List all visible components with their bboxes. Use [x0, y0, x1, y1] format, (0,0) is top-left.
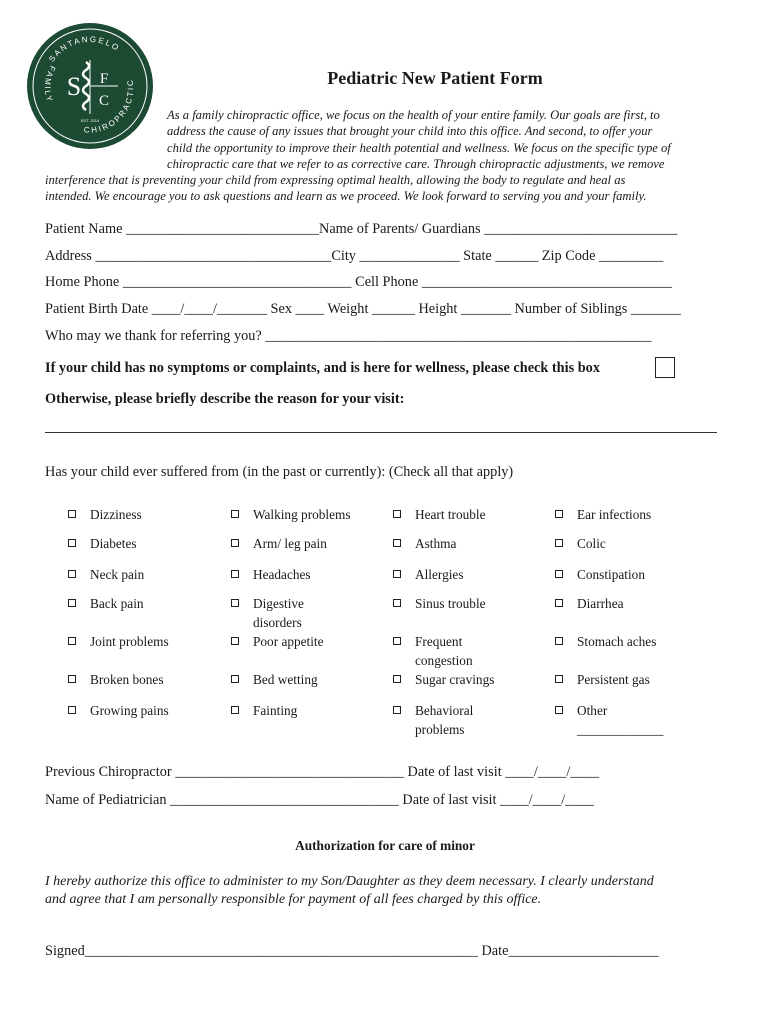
wellness-checkbox[interactable]	[655, 357, 675, 378]
logo-arc-top: SANTANGELO	[47, 34, 122, 64]
symptom-checkbox[interactable]	[393, 675, 401, 683]
logo-established: EST. 2014	[80, 118, 100, 123]
symptom-label: Sugar cravings	[415, 672, 495, 687]
symptom-label: Colic	[577, 536, 606, 551]
symptom-checkbox[interactable]	[393, 570, 401, 578]
symptom-label: Other	[577, 703, 608, 718]
symptom-label: Constipation	[577, 567, 645, 582]
intro-line: As a family chiropractic office, we focus on the health of your entire family. Our goals are first, to	[167, 108, 660, 122]
authorization-title: Authorization for care of minor	[295, 838, 475, 853]
phone-row[interactable]: Home Phone ________________________________ Cell Phone ___________________________________	[45, 274, 673, 290]
symptom-label-continued: problems	[415, 722, 465, 737]
symptom-checkbox[interactable]	[393, 706, 401, 714]
symptom-checkbox[interactable]	[555, 675, 563, 683]
pediatrician-row[interactable]: Name of Pediatrician ________________________________ Date of last visit ____/____/____	[45, 792, 594, 808]
symptom-checkbox[interactable]	[68, 706, 76, 714]
symptom-label: Joint problems	[90, 634, 169, 649]
logo-monogram-f: F	[99, 71, 109, 87]
intro-line: chiropractic care that we refer to as corrective care. Through chiropractic adjustments, we remove	[167, 156, 665, 171]
symptom-checkbox[interactable]	[231, 675, 239, 683]
symptom-label: Frequent	[415, 634, 463, 649]
symptom-label: Neck pain	[90, 567, 145, 582]
symptom-label: Dizziness	[90, 507, 142, 522]
symptom-label: Diabetes	[90, 536, 137, 551]
intro-paragraph	[45, 107, 735, 205]
logo-arc-right: CHIROPRACTIC	[83, 77, 136, 135]
symptom-label: Behavioral	[415, 703, 474, 718]
symptom-checkbox[interactable]	[555, 599, 563, 607]
symptom-label: Poor appetite	[253, 634, 324, 649]
symptom-label: Walking problems	[253, 507, 351, 522]
reason-label: Otherwise, please briefly describe the reason for your visit:	[45, 391, 405, 407]
intro-line: intended. We encourage you to ask questions and learn as we proceed. We look forward to serving you and your family.	[45, 189, 647, 204]
symptom-checkbox[interactable]	[68, 570, 76, 578]
symptom-checkbox[interactable]	[231, 510, 239, 518]
symptom-label: Back pain	[90, 596, 144, 611]
symptom-checkbox[interactable]	[68, 510, 76, 518]
reason-line[interactable]	[45, 432, 717, 433]
logo-arc-left: FAMILY	[42, 64, 58, 105]
previous-chiropractor-row[interactable]: Previous Chiropractor ________________________________ Date of last visit ____/____/____	[45, 764, 599, 780]
logo-monogram-c: C	[98, 93, 110, 109]
symptom-label: Stomach aches	[577, 634, 657, 649]
symptom-label: Arm/ leg pain	[253, 536, 327, 551]
symptom-label: Digestive	[253, 596, 304, 611]
intro-line: interference that is preventing your child from expressing optimal health, allowing the body to regulate and heal as	[45, 173, 626, 188]
symptom-label: Diarrhea	[577, 596, 624, 611]
symptom-checkbox[interactable]	[555, 510, 563, 518]
birth-details-row[interactable]: Patient Birth Date ____/____/_______ Sex ____ Weight ______ Height _______ Number of Siblings _______	[45, 301, 681, 317]
symptom-label-continued: congestion	[415, 653, 473, 668]
symptom-checkbox[interactable]	[231, 599, 239, 607]
authorization-line: and agree that I am personally responsible for payment of all fees charged by this office.	[45, 892, 542, 907]
symptom-checkbox[interactable]	[68, 599, 76, 607]
logo-monogram-s: S	[66, 72, 82, 101]
symptom-checkbox[interactable]	[555, 706, 563, 714]
patient-name-row[interactable]: Patient Name ___________________________Name of Parents/ Guardians ___________________________	[45, 221, 678, 237]
symptom-label: Headaches	[253, 567, 311, 582]
symptom-checkbox[interactable]	[68, 539, 76, 547]
symptom-checkbox[interactable]	[555, 637, 563, 645]
symptom-label-continued: disorders	[253, 615, 302, 630]
signature-row[interactable]: Signed_______________________________________________________ Date_____________________	[45, 943, 659, 959]
authorization-text	[45, 873, 735, 909]
authorization-line: I hereby authorize this office to administer to my Son/Daughter as they deem necessary. I clearly understand	[45, 874, 654, 889]
symptom-label: Broken bones	[90, 672, 164, 687]
symptom-label: Sinus trouble	[415, 596, 486, 611]
symptom-checkbox[interactable]	[555, 539, 563, 547]
symptom-checkbox[interactable]	[393, 637, 401, 645]
symptom-label: Asthma	[415, 536, 457, 551]
symptom-label: Heart trouble	[415, 507, 486, 522]
symptom-label: Fainting	[253, 703, 298, 718]
symptom-checkbox[interactable]	[68, 637, 76, 645]
symptom-checkbox[interactable]	[68, 675, 76, 683]
history-label: Has your child ever suffered from (in the past or currently): (Check all that apply)	[45, 464, 514, 480]
symptom-label: Ear infections	[577, 507, 652, 522]
symptom-checkbox[interactable]	[393, 539, 401, 547]
intro-line: address the cause of any issues that brought your child into this office. And second, to offer your	[167, 124, 653, 139]
form-title: Pediatric New Patient Form	[327, 68, 543, 88]
referral-row[interactable]: Who may we thank for referring you? ______________________________________________________	[45, 328, 652, 344]
symptom-checkbox[interactable]	[231, 539, 239, 547]
symptom-checkbox[interactable]	[231, 637, 239, 645]
symptom-checkbox[interactable]	[393, 510, 401, 518]
symptom-label: Bed wetting	[253, 672, 318, 687]
intro-line: child the opportunity to improve their health potential and wellness. We focus on the specific type of	[167, 140, 671, 155]
symptom-checkbox[interactable]	[555, 570, 563, 578]
symptom-checkbox[interactable]	[231, 706, 239, 714]
symptom-label: Growing pains	[90, 703, 169, 718]
symptom-checkbox[interactable]	[231, 570, 239, 578]
wellness-label: If your child has no symptoms or complaints, and is here for wellness, please check this box	[45, 360, 600, 376]
symptom-label: Persistent gas	[577, 672, 650, 687]
symptom-checkbox[interactable]	[393, 599, 401, 607]
symptom-label-continued: _____________	[577, 722, 664, 737]
symptom-label: Allergies	[415, 567, 464, 582]
address-row[interactable]: Address _________________________________City ______________ State ______ Zip Code _________	[45, 248, 664, 264]
